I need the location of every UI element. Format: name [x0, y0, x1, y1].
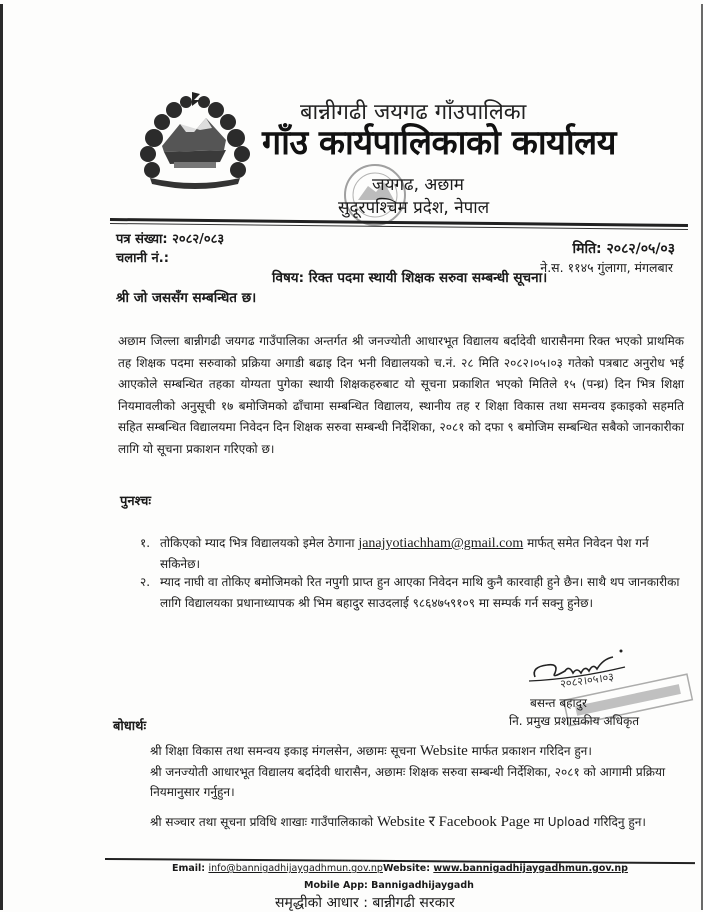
footer-email-link[interactable]: info@bannigadhijaygadhmun.gov.np: [208, 863, 383, 874]
postscript-text: मार्फत् समेत निवेदन पेश गर्न सकिनेछ।: [160, 536, 649, 571]
postscript-item: [140, 572, 680, 614]
postscript-title: पुनश्चः: [120, 494, 152, 509]
signer-name: बसन्त बहादुर: [530, 696, 587, 710]
footer-mobile-app: Mobile App: Bannigadhijaygadh: [304, 880, 474, 891]
signature-date: २०८२।०५।०३: [559, 670, 615, 691]
postscript-number: २.: [140, 575, 151, 589]
footer-contact: [172, 863, 628, 874]
notice-body: अछाम जिल्ला बान्नीगढी जयगढ गाउँपालिका अन्तर्गत श्री जनज्योती आधारभूत विद्यालय बर्दादेवी धारासैनमा रिक्त भएको प्राथमिक तह शिक्षक पदमा सरुवाको प्रक्रिया अगाडी बढाइ दिन भनी विद्यालयको च.नं. २८ मिति २०८२।०५।०३ गतेको पत्रबाट अनुरोध भई आएकोले सम्बन्धित तहका योग्यता पुगेका स्थायी शिक्षकहरुबाट यो सूचना प्रकाशित भएको मितिले १५ (पन्ध्र) दिन भित्र शिक्षा नियमावलीको अनुसूची १७ बमोजिमको ढाँचामा सम्बन्धित विद्यालय, स्थानीय तह र शिक्षा विकास तथा समन्वय इकाइको सहमति सहित सम्बन्धित विद्यालयमा निवेदन दिन शिक्षक सरुवा सम्बन्धी निर्देशिका, २०८१ को दफा ९ बमोजिम सम्बन्धित सबैको जानकारीका लागि यो सूचना प्रकाशन गरिएको छ।: [118, 334, 684, 456]
postscript-number: १.: [140, 536, 151, 550]
postscript-text: तोकिएको म्याद भित्र विद्यालयको इमेल ठेगाना: [160, 536, 355, 550]
footer-email-label: Email:: [172, 863, 206, 874]
letter-date: मिति: २०८२/०५/०३: [572, 241, 675, 257]
postscript-text: म्याद नाघी वा तोकिए बमोजिमको रित नपुगी प्राप्त हुन आएका निवेदन माथि कुनै कारवाही हुने छैन। साथै थप जानकारीका लागि विद्यालयका प्रधानाध्यापक श्री भिम बहादुर साउदलाई ९८६४७५९१०९ मा सम्पर्क गर्न सक्नु हुनेछ।: [160, 575, 680, 610]
subject-line: विषय: रिक्त पदमा स्थायी शिक्षक सरुवा सम्बन्धी सूचना।: [272, 270, 548, 286]
cc-text-latin: Website र Facebook Page: [377, 814, 530, 830]
dispatch-number: चलानी नं.:: [116, 251, 169, 266]
nepal-emblem-icon: [134, 88, 256, 192]
address-line-1: जयगढ, अछाम: [372, 175, 464, 195]
footer-website-label: Website:: [382, 863, 431, 874]
address-line-2: सुदूरपश्चिम प्रदेश, नेपाल: [338, 198, 490, 218]
cc-text-latin: Website: [419, 743, 468, 759]
page-edge-left: [0, 4, 3, 910]
footer-slogan: समृद्धीको आधार : बान्नीगढी सरकार: [275, 895, 455, 911]
municipality-name: बान्नीगढी जयगढ गाँउपालिका: [300, 100, 527, 125]
cc-title: बोधार्थः: [113, 719, 147, 734]
school-email-link[interactable]: janajyotiachham@gmail.com: [358, 536, 524, 551]
cc-item: [150, 741, 690, 761]
cc-item: श्री जनज्योती आधारभूत विद्यालय बर्दादेवी धारासैन, अछामः शिक्षक सरुवा सम्बन्धी निर्देशिका, २०८१ को आगामी प्रक्रिया नियमानुसार गर्नुहुन।: [150, 765, 666, 799]
signer-designation: नि. प्रमुख प्रशासकीय अधिकृत: [509, 714, 640, 728]
cc-item: [150, 812, 690, 832]
reference-number: पत्र संख्या: २०८२/०८३: [116, 232, 225, 247]
cc-text: मार्फत प्रकाशन गरिदिन हुन।: [471, 744, 592, 758]
footer-website-link[interactable]: www.bannigadhijaygadhmun.gov.np: [433, 863, 628, 874]
cc-text: मा Upload गरिदिनु हुन।: [533, 815, 646, 829]
postscript-item: [140, 533, 680, 575]
cc-text: श्री सञ्चार तथा सूचना प्रविधि शाखाः गाउँपालिकाको: [150, 815, 374, 829]
office-title: गाँउ कार्यपालिकाको कार्यालय: [262, 123, 616, 163]
cc-text: श्री शिक्षा विकास तथा समन्वय इकाइ मंगलसेन, अछामः सूचना: [150, 744, 416, 758]
nepal-sambat-date: ने.स. ११४५ गुंलागा, मंगलबार: [540, 260, 673, 275]
addressee: श्री जो जससँग सम्बन्धित छ।: [116, 290, 257, 306]
